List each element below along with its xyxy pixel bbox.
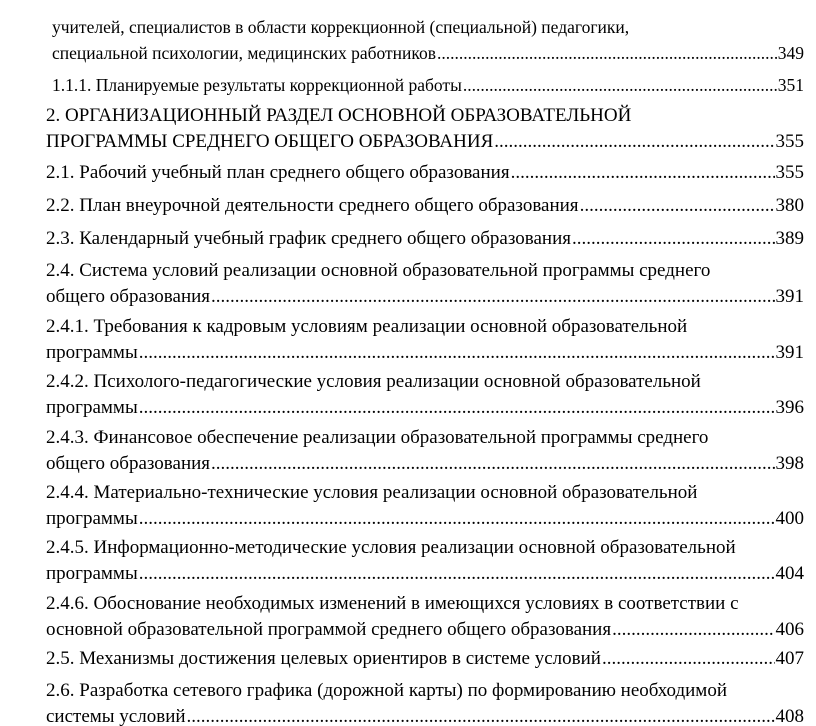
toc-entry-2-4-5[interactable]	[46, 535, 804, 587]
toc-entry-line: системы условий ..... 408	[46, 704, 804, 726]
toc-page-number: 398	[775, 453, 804, 474]
toc-page-number: 380	[775, 195, 804, 216]
dot-leader	[139, 340, 775, 366]
dot-leader	[139, 506, 775, 532]
toc-entry-2-2[interactable]	[46, 193, 804, 219]
toc-page-number: 396	[775, 397, 804, 418]
dot-leader	[437, 40, 777, 66]
dot-leader	[494, 129, 774, 155]
toc-entry-line: 2. ОРГАНИЗАЦИОННЫЙ РАЗДЕЛ ОСНОВНОЙ ОБРАЗОВАТЕЛЬНОЙ	[46, 105, 632, 126]
toc-entry-line: специальной психологии, медицинских работников ..... 349	[52, 40, 804, 66]
toc-entry-line: 2.5. Механизмы достижения целевых ориентиров в системе условий ..... 407	[46, 646, 804, 672]
toc-entry-2-5[interactable]	[46, 646, 804, 672]
toc-entry-line: учителей, специалистов в области коррекционной (специальной) педагогики,	[52, 17, 630, 37]
dot-leader	[612, 617, 774, 643]
toc-entry-line: 2.2. План внеурочной деятельности среднего общего образования ..... 380	[46, 193, 804, 219]
toc-entry-2-4-1[interactable]	[46, 314, 804, 366]
toc-entry-line: 2.4.4. Материально-технические условия реализации основной образовательной	[46, 482, 698, 503]
toc-page-number: 391	[775, 286, 804, 307]
toc-entry-2-3[interactable]	[46, 226, 804, 252]
toc-entry-line: 2.4.3. Финансовое обеспечение реализации образовательной программы среднего	[46, 427, 709, 448]
toc-entry-line: 2.4.6. Обоснование необходимых изменений в имеющихся условиях в соответствии с	[46, 593, 739, 614]
toc-entry-line: 2.4.2. Психолого-педагогические условия реализации основной образовательной	[46, 371, 701, 392]
toc-entry-2[interactable]	[46, 103, 804, 155]
toc-page-number: 404	[775, 563, 804, 584]
dot-leader	[580, 193, 775, 219]
dot-leader	[572, 226, 775, 252]
toc-page-number: 400	[775, 508, 804, 529]
dot-leader	[511, 160, 775, 186]
toc-page-number: 406	[775, 619, 804, 640]
dot-leader	[139, 395, 775, 421]
toc-page-number: 407	[775, 648, 804, 669]
toc-entry-line: программы ..... 391	[46, 340, 804, 366]
toc-entry-line: 2.4. Система условий реализации основной образовательной программы среднего	[46, 260, 711, 281]
toc-entry-line: основной образовательной программой среднего общего образования ..... 406	[46, 617, 804, 643]
toc-entry-2-4-3[interactable]	[46, 425, 804, 477]
toc-entry-2-4[interactable]	[46, 258, 804, 310]
toc-entry-1-1-1[interactable]	[52, 72, 804, 98]
toc-entry-line: программы ..... 404	[46, 561, 804, 587]
toc-entry-line: 2.4.5. Информационно-методические условия реализации основной образовательной	[46, 537, 736, 558]
toc-page-number: 391	[775, 342, 804, 363]
dot-leader	[602, 646, 775, 672]
dot-leader	[211, 451, 774, 477]
toc-entry-line: общего образования ..... 391	[46, 284, 804, 310]
toc-entry-2-4-2[interactable]	[46, 369, 804, 421]
dot-leader	[211, 284, 774, 310]
toc-entry-line: ПРОГРАММЫ СРЕДНЕГО ОБЩЕГО ОБРАЗОВАНИЯ ..... 355	[46, 129, 804, 155]
toc-entry-line: 2.4.1. Требования к кадровым условиям реализации основной образовательной	[46, 316, 688, 337]
toc-page-number: 355	[775, 131, 804, 152]
toc-entry-2-6[interactable]	[46, 678, 804, 726]
toc-entry-line: программы ..... 396	[46, 395, 804, 421]
toc-entry-line: 1.1.1. Планируемые результаты коррекционной работы ..... 351	[52, 72, 804, 98]
toc-entry-line: программы ..... 400	[46, 506, 804, 532]
toc-entry-2-4-4[interactable]	[46, 480, 804, 532]
toc-entry-line: 2.1. Рабочий учебный план среднего общего образования ..... 355	[46, 160, 804, 186]
toc-entry-line: общего образования ..... 398	[46, 451, 804, 477]
dot-leader	[187, 704, 775, 726]
toc-page-number: 355	[775, 162, 804, 183]
toc-page-number: 349	[777, 43, 804, 63]
toc-entry-line: 2.6. Разработка сетевого графика (дорожной карты) по формированию необходимой	[46, 680, 727, 701]
toc-entry-line: 2.3. Календарный учебный график среднего общего образования ..... 389	[46, 226, 804, 252]
toc-entry-2-1[interactable]	[46, 160, 804, 186]
toc-entry-2-4-6[interactable]	[46, 591, 804, 643]
dot-leader	[139, 561, 775, 587]
toc-page-number: 351	[777, 75, 804, 95]
toc-page-number: 389	[775, 228, 804, 249]
toc-entry-specialists[interactable]	[52, 14, 804, 66]
toc-page-number: 408	[775, 706, 804, 726]
dot-leader	[463, 72, 777, 98]
